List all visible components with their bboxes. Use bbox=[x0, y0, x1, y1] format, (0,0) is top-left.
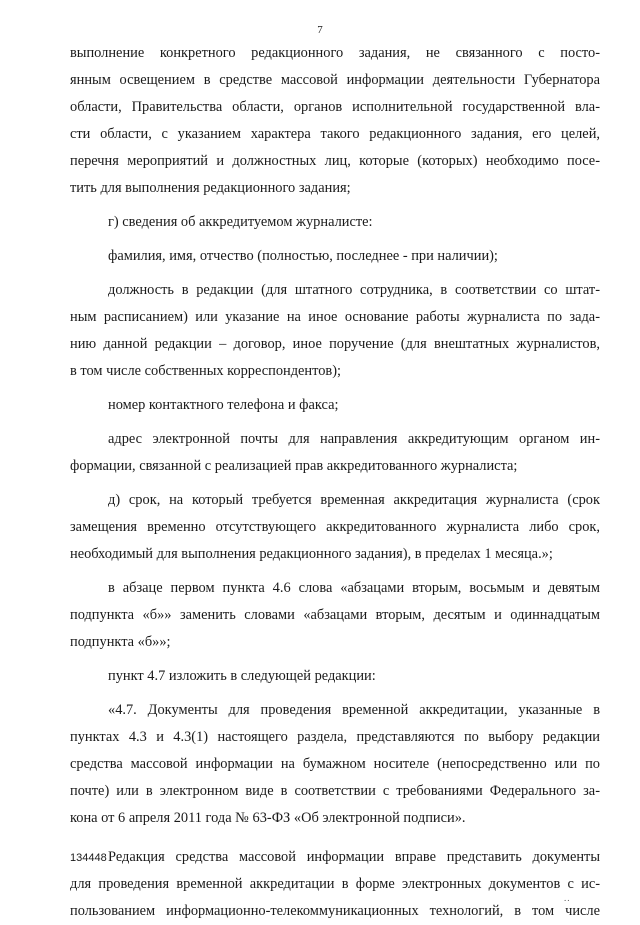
paragraph-clause-4-7 bbox=[70, 697, 600, 832]
text-line: перечня мероприятий и должностных лиц, которые (которых) необходимо посе- bbox=[70, 153, 600, 169]
paragraph-amend-4-6 bbox=[70, 575, 600, 656]
text-line: формации, связанной с реализацией прав аккредитованного журналиста; bbox=[70, 458, 518, 474]
text-line: пункт 4.7 изложить в следующей редакции: bbox=[108, 668, 376, 684]
text-line: в том числе собственных корреспондентов); bbox=[70, 363, 342, 379]
text-line: тить для выполнения редакционного задания; bbox=[70, 180, 351, 196]
text-line: номер контактного телефона и факса; bbox=[108, 397, 339, 413]
text-line: пунктах 4.3 и 4.3(1) настоящего раздела, представляются по выбору редакции bbox=[70, 729, 600, 745]
paragraph-phone-fax bbox=[70, 392, 600, 419]
text-line: замещения временно отсутствующего аккредитованного журналиста либо срок, bbox=[70, 519, 600, 535]
document-code: 134448 bbox=[70, 852, 107, 864]
paragraph-editorial-task bbox=[70, 40, 600, 202]
text-line: области, Правительства области, органов исполнительной государственной вла- bbox=[70, 99, 600, 115]
text-line: средства массовой информации на бумажном носителе (непосредственно или по bbox=[70, 756, 600, 772]
text-line: «4.7. Документы для проведения временной аккредитации, указанные в bbox=[108, 702, 600, 718]
text-line: нию данной редакции – договор, иное поручение (для внештатных журналистов, bbox=[70, 336, 600, 352]
text-line: необходимый для выполнения редакционного задания), в пределах 1 месяца.»; bbox=[70, 546, 553, 562]
corner-mark: .. bbox=[564, 893, 571, 903]
text-line: пользованием информационно-телекоммуникационных технологий, в том числе bbox=[70, 903, 600, 919]
text-line: ным расписанием) или указание на иное основание работы журналиста по зада- bbox=[70, 309, 600, 325]
text-line: янным освещением в средстве массовой информации деятельности Губернатора bbox=[70, 72, 600, 88]
text-line: г) сведения об аккредитуемом журналисте: bbox=[108, 214, 373, 230]
paragraph-electronic-docs bbox=[70, 844, 600, 925]
page-number: 7 bbox=[317, 24, 323, 36]
text-line: подпункта «б»» заменить словами «абзацами вторым, десятым и одиннадцатым bbox=[70, 607, 600, 623]
paragraph-accreditation-term bbox=[70, 487, 600, 568]
text-line: д) срок, на который требуется временная аккредитация журналиста (срок bbox=[108, 492, 600, 508]
text-line: в абзаце первом пункта 4.6 слова «абзацами вторым, восьмым и девятым bbox=[108, 580, 600, 596]
paragraph-journalist-info-heading bbox=[70, 209, 600, 236]
text-line: Редакция средства массовой информации вправе представить документы bbox=[108, 849, 600, 865]
document-body bbox=[70, 40, 600, 925]
paragraph-full-name bbox=[70, 243, 600, 270]
text-line: подпункта «б»»; bbox=[70, 634, 171, 650]
text-line: почте) или в электронном виде в соответствии с требованиями Федерального за- bbox=[70, 783, 600, 799]
paragraph-amend-4-7-intro bbox=[70, 663, 600, 690]
text-line: сти области, с указанием характера такого редакционного задания, его целей, bbox=[70, 126, 600, 142]
text-line: должность в редакции (для штатного сотрудника, в соответствии со штат- bbox=[108, 282, 600, 298]
paragraph-position bbox=[70, 277, 600, 385]
text-line: фамилия, имя, отчество (полностью, последнее - при наличии); bbox=[108, 248, 498, 264]
text-line: выполнение конкретного редакционного задания, не связанного с посто- bbox=[70, 45, 600, 61]
paragraph-email bbox=[70, 426, 600, 480]
text-line: кона от 6 апреля 2011 года № 63-ФЗ «Об электронной подписи». bbox=[70, 810, 466, 826]
text-line: для проведения временной аккредитации в форме электронных документов с ис- bbox=[70, 876, 600, 892]
text-line: адрес электронной почты для направления аккредитующим органом ин- bbox=[108, 431, 600, 447]
